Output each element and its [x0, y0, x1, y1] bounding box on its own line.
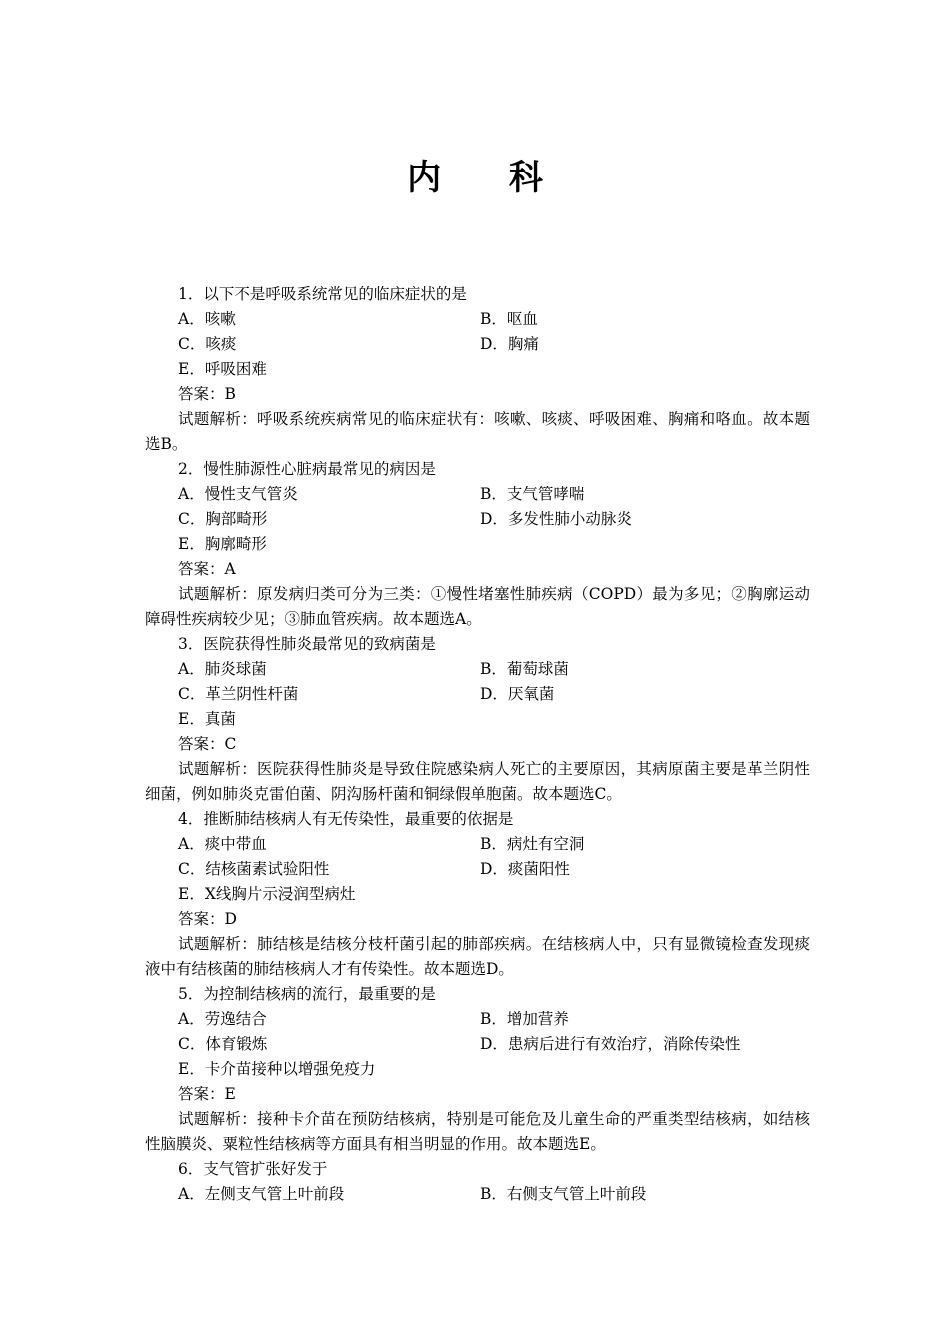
- question-6: [145, 1157, 810, 1207]
- answer: 答案：B: [178, 385, 236, 403]
- option-d: D．痰菌阳性: [480, 860, 570, 878]
- option-c: C．咳痰: [178, 335, 237, 353]
- option-e: E．X线胸片示浸润型病灶: [178, 885, 356, 903]
- answer: 答案：A: [178, 560, 236, 578]
- option-a: A．痰中带血: [178, 835, 267, 853]
- question-4: [145, 807, 810, 982]
- explanation: 试题解析：肺结核是结核分枝杆菌引起的肺部疾病。在结核病人中，只有显微镜检查发现痰液中有结核菌的肺结核病人才有传染性。故本题选D。: [145, 935, 810, 978]
- option-a: A．劳逸结合: [178, 1010, 267, 1028]
- option-a: A．慢性支气管炎: [178, 485, 298, 503]
- option-e: E．真菌: [178, 710, 236, 728]
- option-d: D．患病后进行有效治疗，消除传染性: [480, 1035, 741, 1053]
- option-d: D．厌氧菌: [480, 685, 555, 703]
- question-stem: 4．推断肺结核病人有无传染性，最重要的依据是: [178, 810, 514, 828]
- option-a: A．左侧支气管上叶前段: [178, 1185, 345, 1203]
- explanation: 试题解析：医院获得性肺炎是导致住院感染病人死亡的主要原因，其病原菌主要是革兰阴性细菌，例如肺炎克雷伯菌、阴沟肠杆菌和铜绿假单胞菌。故本题选C。: [145, 760, 810, 803]
- question-list: [145, 282, 810, 1207]
- question-stem: 2．慢性肺源性心脏病最常见的病因是: [178, 460, 436, 478]
- option-d: D．胸痛: [480, 335, 539, 353]
- question-3: [145, 632, 810, 807]
- option-d: D．多发性肺小动脉炎: [480, 510, 632, 528]
- page-title: 内 科: [407, 158, 571, 198]
- answer: 答案：E: [178, 1085, 236, 1103]
- question-stem: 5．为控制结核病的流行，最重要的是: [178, 985, 436, 1003]
- answer: 答案：C: [178, 735, 237, 753]
- explanation: 试题解析：呼吸系统疾病常见的临床症状有：咳嗽、咳痰、呼吸困难、胸痛和咯血。故本题选B。: [145, 410, 810, 453]
- explanation: 试题解析：接种卡介苗在预防结核病，特别是可能危及儿童生命的严重类型结核病，如结核性脑膜炎、粟粒性结核病等方面具有相当明显的作用。故本题选E。: [145, 1110, 810, 1153]
- question-stem: 6．支气管扩张好发于: [178, 1160, 328, 1178]
- option-b: B．右侧支气管上叶前段: [480, 1185, 647, 1203]
- option-b: B．病灶有空洞: [480, 835, 585, 853]
- explanation: 试题解析：原发病归类可分为三类：①慢性堵塞性肺疾病（COPD）最为多见；②胸廓运动障碍性疾病较少见；③肺血管疾病。故本题选A。: [145, 585, 810, 628]
- option-c: C．胸部畸形: [178, 510, 268, 528]
- option-c: C．革兰阴性杆菌: [178, 685, 299, 703]
- option-b: B．支气管哮喘: [480, 485, 585, 503]
- option-b: B．增加营养: [480, 1010, 569, 1028]
- option-a: A．咳嗽: [178, 310, 236, 328]
- option-b: B．葡萄球菌: [480, 660, 569, 678]
- question-stem: 1．以下不是呼吸系统常见的临床症状的是: [178, 285, 467, 303]
- option-b: B．呕血: [480, 310, 538, 328]
- option-e: E．呼吸困难: [178, 360, 267, 378]
- question-1: [145, 282, 810, 457]
- option-e: E．卡介苗接种以增强免疫力: [178, 1060, 376, 1078]
- question-5: [145, 982, 810, 1157]
- option-c: C．体育锻炼: [178, 1035, 268, 1053]
- option-c: C．结核菌素试验阳性: [178, 860, 330, 878]
- question-stem: 3．医院获得性肺炎最常见的致病菌是: [178, 635, 436, 653]
- option-e: E．胸廓畸形: [178, 535, 267, 553]
- option-a: A．肺炎球菌: [178, 660, 267, 678]
- question-2: [145, 457, 810, 632]
- answer: 答案：D: [178, 910, 237, 928]
